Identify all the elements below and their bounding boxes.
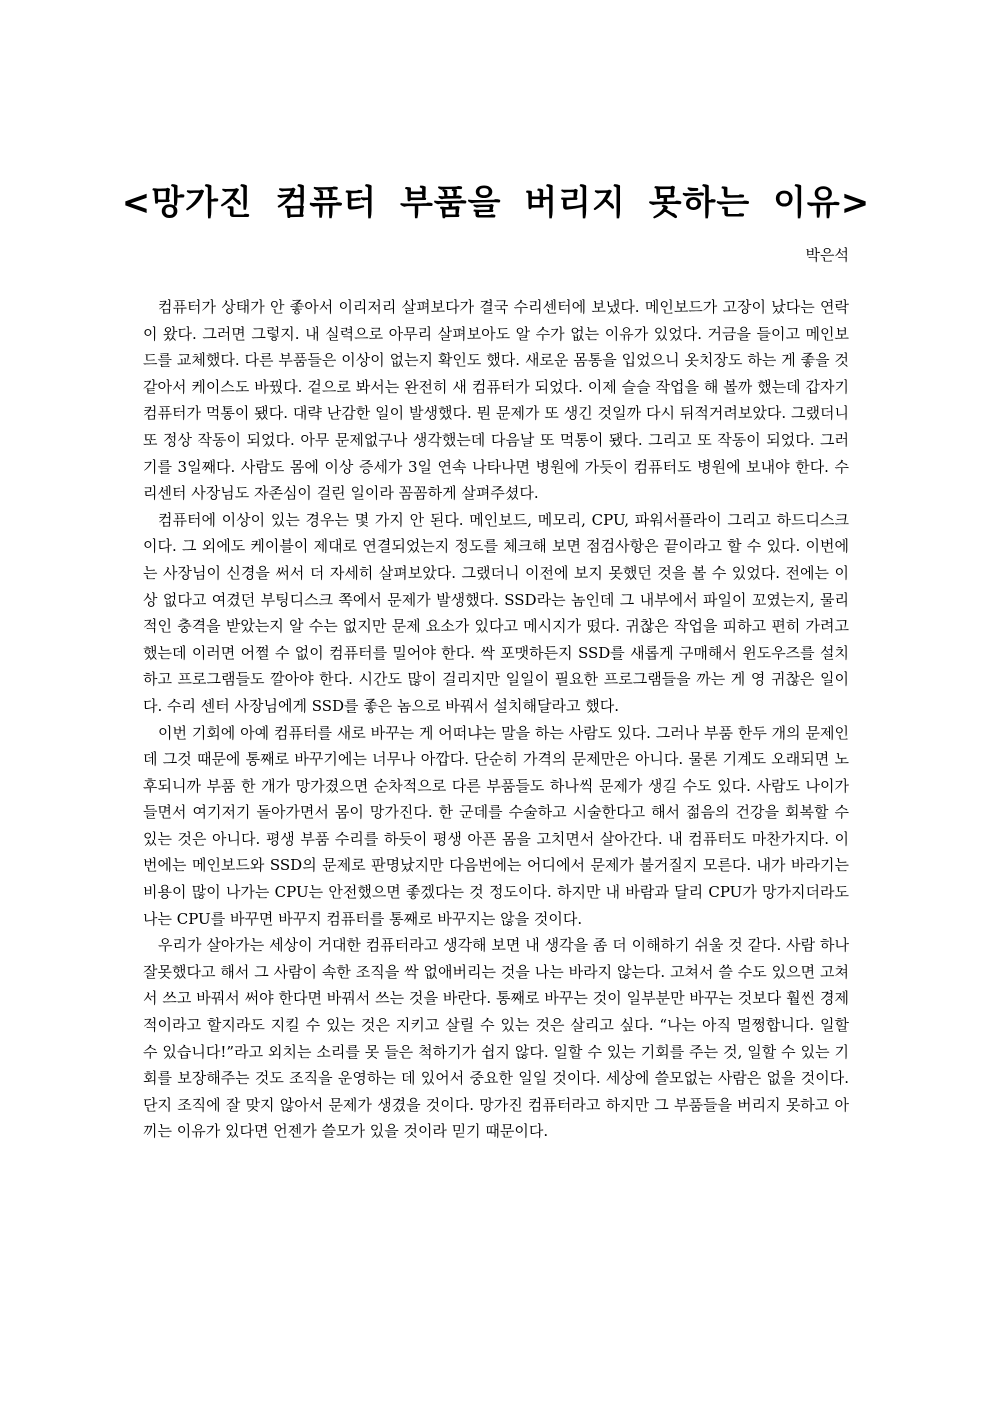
paragraph-2: 컴퓨터에 이상이 있는 경우는 몇 가지 안 된다. 메인보드, 메모리, CPU, 파워서플라이 그리고 하드디스크이다. 그 외에도 케이블이 제대로 연결되었는지 정도를 체크해 보면 점검사항은 끝이라고 할 수 있다. 이번에는 사장님이 신경을 써서 더 자세히 살펴보았다. 그랬더니 이전에 보지 못했던 것을 볼 수 있었다. 전에는 이상 없다고 여겼던 부팅디스크 쪽에서 문제가 발생했다. SSD라는 놈인데 그 내부에서 파일이 꼬였는지, 물리적인 충격을 받았는지 알 수는 없지만 문제 요소가 있다고 메시지가 떴다. 귀찮은 작업을 피하고 편히 가려고 했는데 이러면 어쩔 수 없이 컴퓨터를 밀어야 한다. 싹 포맷하든지 SSD를 새롭게 구매해서 윈도우즈를 설치하고 프로그램들도 깔아야 한다. 시간도 많이 걸리지만 일일이 필요한 프로그램들을 까는 게 영 귀찮은 일이다. 수리 센터 사장님에게 SSD를 좋은 놈으로 바꿔서 설치해달라고 했다. (143, 510, 849, 715)
paragraph-3: 이번 기회에 아예 컴퓨터를 새로 바꾸는 게 어떠냐는 말을 하는 사람도 있다. 그러나 부품 한두 개의 문제인데 그것 때문에 통째로 바꾸기에는 너무나 아깝다. 단순히 가격의 문제만은 아니다. 물론 기계도 오래되면 노후되니까 부품 한 개가 망가졌으면 순차적으로 다른 부품들도 하나씩 문제가 생길 수도 있다. 사람도 나이가 들면서 여기저기 돌아가면서 몸이 망가진다. 한 군데를 수술하고 시술한다고 해서 젊음의 건강을 회복할 수 있는 것은 아니다. 평생 부품 수리를 하듯이 평생 아픈 몸을 고치면서 살아간다. 내 컴퓨터도 마찬가지다. 이번에는 메인보드와 SSD의 문제로 판명났지만 다음번에는 어디에서 문제가 불거질지 모른다. 내가 바라기는 비용이 많이 나가는 CPU는 안전했으면 좋겠다는 것 정도이다. 하지만 내 바람과 달리 CPU가 망가지더라도 나는 CPU를 바꾸면 바꾸지 컴퓨터를 통째로 바꾸지는 않을 것이다. (143, 723, 849, 928)
author-name: 박은석 (805, 246, 849, 264)
paragraph-4: 우리가 살아가는 세상이 거대한 컴퓨터라고 생각해 보면 내 생각을 좀 더 이해하기 쉬울 것 같다. 사람 하나 잘못했다고 해서 그 사람이 속한 조직을 싹 없애버리는 것을 나는 바라지 않는다. 고쳐서 쓸 수도 있으면 고쳐서 쓰고 바꿔서 써야 한다면 바꿔서 쓰는 것을 바란다. 통째로 바꾸는 것이 일부분만 바꾸는 것보다 훨씬 경제적이라고 할지라도 지킬 수 있는 것은 지키고 살릴 수 있는 것은 살리고 싶다. “나는 아직 멀쩡합니다. 일할 수 있습니다!”라고 외치는 소리를 못 들은 척하기가 쉽지 않다. 일할 수 있는 기회를 주는 것, 일할 수 있는 기회를 보장해주는 것도 조직을 운영하는 데 있어서 중요한 일일 것이다. 세상에 쓸모없는 사람은 없을 것이다. 단지 조직에 잘 맞지 않아서 문제가 생겼을 것이다. 망가진 컴퓨터라고 하지만 그 부품들을 버리지 못하고 아끼는 이유가 있다면 언젠가 쓸모가 있을 것이라 믿기 때문이다. (143, 936, 849, 1141)
document-body (143, 294, 849, 1145)
document-title: <망가진 컴퓨터 부품을 버리지 못하는 이유> (121, 182, 871, 223)
paragraph-1: 컴퓨터가 상태가 안 좋아서 이리저리 살펴보다가 결국 수리센터에 보냈다. 메인보드가 고장이 났다는 연락이 왔다. 그러면 그렇지. 내 실력으로 아무리 살펴보아도 알 수가 없는 이유가 있었다. 거금을 들이고 메인보드를 교체했다. 다른 부품들은 이상이 없는지 확인도 했다. 새로운 몸통을 입었으니 옷치장도 하는 게 좋을 것 같아서 케이스도 바꿨다. 겉으로 봐서는 완전히 새 컴퓨터가 되었다. 이제 슬슬 작업을 해 볼까 했는데 갑자기 컴퓨터가 먹통이 됐다. 대략 난감한 일이 발생했다. 뭔 문제가 또 생긴 것일까 다시 뒤적거려보았다. 그랬더니 또 정상 작동이 되었다. 아무 문제없구나 생각했는데 다음날 또 먹통이 됐다. 그리고 또 작동이 되었다. 그러기를 3일째다. 사람도 몸에 이상 증세가 3일 연속 나타나면 병원에 가듯이 컴퓨터도 병원에 보내야 한다. 수리센터 사장님도 자존심이 걸린 일이라 꼼꼼하게 살펴주셨다. (143, 298, 849, 503)
